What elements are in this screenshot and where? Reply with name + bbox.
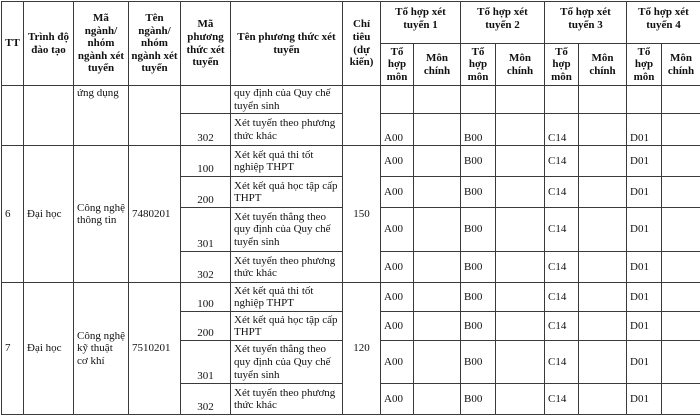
- main-subject-cell: [579, 177, 627, 208]
- main-subject-cell: [662, 312, 700, 341]
- combo-cell: B00: [461, 146, 496, 177]
- method-code-cell: 301: [181, 341, 231, 384]
- method-name-cell: Xét kết quả thi tốt nghiệp THPT: [231, 283, 343, 312]
- quota-cell: [343, 86, 381, 146]
- combo-cell: B00: [461, 384, 496, 415]
- header-mon-chinh: Môn chính: [662, 44, 700, 86]
- combo-cell: C14: [545, 283, 579, 312]
- main-subject-cell: [414, 146, 461, 177]
- main-subject-cell: [579, 114, 627, 146]
- method-code-cell: 200: [181, 312, 231, 341]
- combo-cell: D01: [627, 341, 662, 384]
- combo-cell: C14: [545, 252, 579, 283]
- method-code-cell: 302: [181, 114, 231, 146]
- main-subject-cell: [662, 146, 700, 177]
- main-subject-cell: [496, 341, 545, 384]
- main-subject-cell: [496, 114, 545, 146]
- method-name-cell: Xét kết quả thi tốt nghiệp THPT: [231, 146, 343, 177]
- header-trinh-do: Trình độ đào tạo: [24, 2, 74, 86]
- header-tt: TT: [2, 2, 24, 86]
- main-subject-cell: [496, 312, 545, 341]
- main-subject-cell: [579, 86, 627, 114]
- header-to-hop-2: Tổ hợp xét tuyển 2: [461, 2, 545, 44]
- combo-cell: C14: [545, 384, 579, 415]
- combo-cell: D01: [627, 283, 662, 312]
- program-name-cell: ứng dụng: [74, 86, 129, 146]
- method-name-cell: quy định của Quy chế tuyển sinh: [231, 86, 343, 114]
- method-code-cell: 100: [181, 283, 231, 312]
- main-subject-cell: [414, 384, 461, 415]
- combo-cell: [381, 86, 414, 114]
- combo-cell: [627, 86, 662, 114]
- method-name-cell: Xét kết quả học tập cấp THPT: [231, 177, 343, 208]
- combo-cell: D01: [627, 208, 662, 252]
- combo-cell: D01: [627, 146, 662, 177]
- table-body: [2, 86, 700, 415]
- main-subject-cell: [496, 384, 545, 415]
- combo-cell: A00: [381, 341, 414, 384]
- combo-cell: C14: [545, 146, 579, 177]
- combo-cell: A00: [381, 208, 414, 252]
- method-name-cell: Xét tuyển theo phương thức khác: [231, 252, 343, 283]
- combo-cell: A00: [381, 283, 414, 312]
- quota-cell: 150: [343, 146, 381, 283]
- method-code-cell: [181, 86, 231, 114]
- method-code-cell: 200: [181, 177, 231, 208]
- level-cell: [24, 86, 74, 146]
- header-ma-phuong-thuc: Mã phương thức xét tuyển: [181, 2, 231, 86]
- main-subject-cell: [414, 177, 461, 208]
- method-name-cell: Xét tuyển theo phương thức khác: [231, 114, 343, 146]
- combo-cell: D01: [627, 312, 662, 341]
- main-subject-cell: [496, 283, 545, 312]
- main-subject-cell: [496, 252, 545, 283]
- table-header: [2, 2, 700, 86]
- program-name-cell: Công nghệ kỹ thuật cơ khí: [74, 283, 129, 415]
- combo-cell: C14: [545, 208, 579, 252]
- combo-cell: A00: [381, 177, 414, 208]
- main-subject-cell: [579, 208, 627, 252]
- main-subject-cell: [579, 252, 627, 283]
- combo-cell: B00: [461, 312, 496, 341]
- method-code-cell: 302: [181, 384, 231, 415]
- main-subject-cell: [496, 86, 545, 114]
- combo-cell: D01: [627, 177, 662, 208]
- level-cell: Đại học: [24, 146, 74, 283]
- main-subject-cell: [414, 86, 461, 114]
- main-subject-cell: [662, 114, 700, 146]
- combo-cell: D01: [627, 384, 662, 415]
- header-chi-tieu: Chỉ tiêu (dự kiến): [343, 2, 381, 86]
- method-name-cell: Xét tuyển thẳng theo quy định của Quy chế tuyển sinh: [231, 341, 343, 384]
- main-subject-cell: [414, 312, 461, 341]
- main-subject-cell: [414, 208, 461, 252]
- main-subject-cell: [662, 283, 700, 312]
- program-code-cell: [129, 86, 181, 146]
- combo-cell: B00: [461, 114, 496, 146]
- combo-cell: C14: [545, 177, 579, 208]
- method-code-cell: 301: [181, 208, 231, 252]
- combo-cell: B00: [461, 341, 496, 384]
- header-to-hop-mon: Tổ hợp môn: [545, 44, 579, 86]
- header-to-hop-mon: Tổ hợp môn: [381, 44, 414, 86]
- header-mon-chinh: Môn chính: [414, 44, 461, 86]
- header-ma-nganh: Mã ngành/ nhóm ngành xét tuyển: [74, 2, 129, 86]
- main-subject-cell: [662, 384, 700, 415]
- main-subject-cell: [414, 114, 461, 146]
- header-to-hop-mon: Tổ hợp môn: [461, 44, 496, 86]
- method-name-cell: Xét kết quả học tập cấp THPT: [231, 312, 343, 341]
- quota-cell: 120: [343, 283, 381, 415]
- method-name-cell: Xét tuyển theo phương thức khác: [231, 384, 343, 415]
- main-subject-cell: [579, 283, 627, 312]
- combo-cell: A00: [381, 114, 414, 146]
- header-to-hop-3: Tổ hợp xét tuyển 3: [545, 2, 627, 44]
- combo-cell: A00: [381, 312, 414, 341]
- header-ten-nganh: Tên ngành/ nhóm ngành xét tuyển: [129, 2, 181, 86]
- method-code-cell: 100: [181, 146, 231, 177]
- tt-cell: 7: [2, 283, 24, 415]
- header-mon-chinh: Môn chính: [496, 44, 545, 86]
- main-subject-cell: [662, 177, 700, 208]
- combo-cell: [545, 86, 579, 114]
- main-subject-cell: [496, 208, 545, 252]
- header-ten-phuong-thuc: Tên phương thức xét tuyển: [231, 2, 343, 86]
- main-subject-cell: [579, 146, 627, 177]
- program-code-cell: 7480201: [129, 146, 181, 283]
- main-subject-cell: [496, 177, 545, 208]
- table-row: [2, 86, 700, 114]
- program-code-cell: 7510201: [129, 283, 181, 415]
- header-to-hop-1: Tổ hợp xét tuyển 1: [381, 2, 461, 44]
- combo-cell: B00: [461, 177, 496, 208]
- admissions-table: [1, 1, 700, 415]
- main-subject-cell: [662, 208, 700, 252]
- combo-cell: D01: [627, 252, 662, 283]
- combo-cell: C14: [545, 114, 579, 146]
- main-subject-cell: [579, 312, 627, 341]
- header-to-hop-mon: Tổ hợp môn: [627, 44, 662, 86]
- method-code-cell: 302: [181, 252, 231, 283]
- combo-cell: [461, 86, 496, 114]
- main-subject-cell: [662, 86, 700, 114]
- tt-cell: 6: [2, 146, 24, 283]
- combo-cell: A00: [381, 384, 414, 415]
- level-cell: Đại học: [24, 283, 74, 415]
- combo-cell: A00: [381, 146, 414, 177]
- table-row: [2, 283, 700, 312]
- main-subject-cell: [662, 341, 700, 384]
- main-subject-cell: [414, 341, 461, 384]
- combo-cell: D01: [627, 114, 662, 146]
- main-subject-cell: [662, 252, 700, 283]
- combo-cell: B00: [461, 283, 496, 312]
- main-subject-cell: [414, 283, 461, 312]
- combo-cell: C14: [545, 341, 579, 384]
- tt-cell: [2, 86, 24, 146]
- table-row: [2, 146, 700, 177]
- combo-cell: A00: [381, 252, 414, 283]
- combo-cell: B00: [461, 252, 496, 283]
- main-subject-cell: [579, 341, 627, 384]
- combo-cell: C14: [545, 312, 579, 341]
- main-subject-cell: [496, 146, 545, 177]
- header-mon-chinh: Môn chính: [579, 44, 627, 86]
- main-subject-cell: [414, 252, 461, 283]
- main-subject-cell: [579, 384, 627, 415]
- combo-cell: B00: [461, 208, 496, 252]
- program-name-cell: Công nghệ thông tin: [74, 146, 129, 283]
- method-name-cell: Xét tuyển thẳng theo quy định của Quy chế tuyển sinh: [231, 208, 343, 252]
- header-to-hop-4: Tổ hợp xét tuyển 4: [627, 2, 700, 44]
